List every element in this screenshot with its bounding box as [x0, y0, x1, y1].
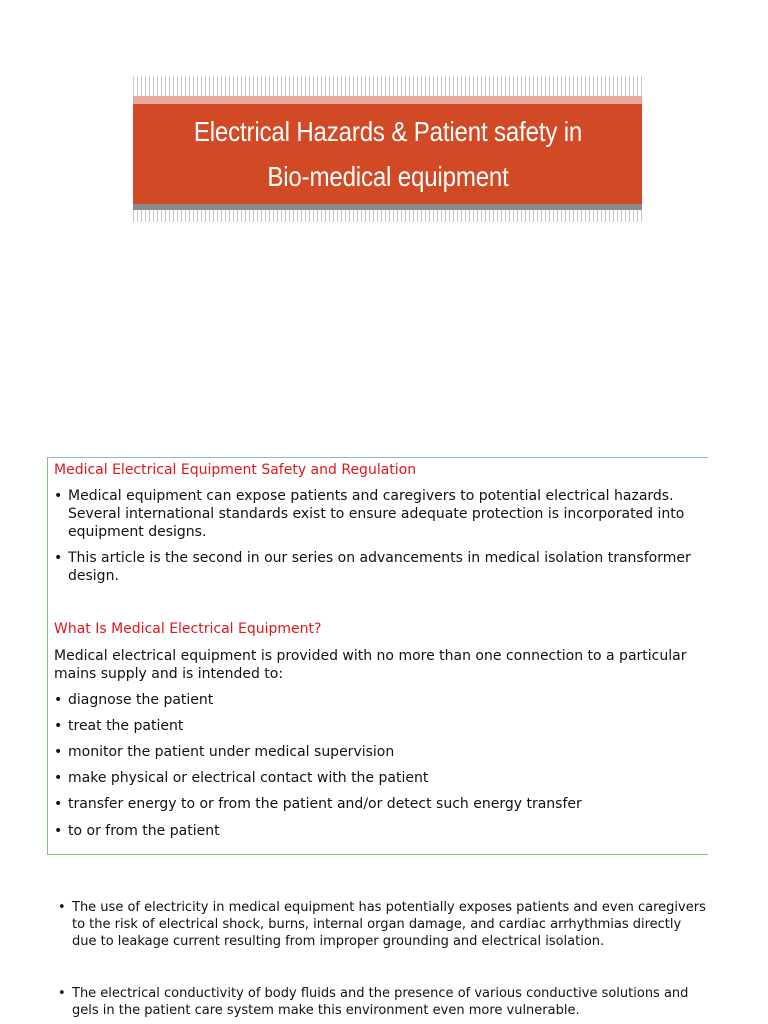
- list-item: • The use of electricity in medical equipment has potentially exposes patients and even caregivers to the risk of electrical shock, burns, internal organ damage, and cardiac arrhythmias directly due to leakage current resulting from improper grounding and electrical isolation.: [58, 900, 706, 949]
- list-item: • make physical or electrical contact with the patient: [54, 770, 429, 786]
- section-heading-safety: Medical Electrical Equipment Safety and Regulation: [54, 462, 417, 478]
- list-item: • diagnose the patient: [54, 692, 214, 708]
- bullet-icon: •: [54, 796, 63, 812]
- bullet-icon: •: [54, 744, 63, 760]
- bullet-icon: •: [58, 900, 66, 915]
- list-item: • monitor the patient under medical supervision: [54, 744, 395, 760]
- section-heading-definition: What Is Medical Electrical Equipment?: [54, 621, 322, 637]
- content-box: [47, 457, 708, 855]
- list-item: • The electrical conductivity of body fluids and the presence of various conductive solutions and gels in the patient care system make this environment even more vulnerable.: [58, 986, 689, 1018]
- list-item: • Medical equipment can expose patients and caregivers to potential electrical hazards. Several international standards exist to ensure adequate protection is incorporated into equipment designs.: [54, 488, 685, 540]
- list-item: • to or from the patient: [54, 823, 220, 839]
- intro-paragraph: Medical electrical equipment is provided with no more than one connection to a particular mains supply and is intended to:: [54, 648, 687, 682]
- list-item: • treat the patient: [54, 718, 184, 734]
- list-item: • transfer energy to or from the patient and/or detect such energy transfer: [54, 796, 582, 812]
- title-banner: [133, 76, 642, 222]
- bullet-icon: •: [54, 488, 63, 504]
- banner-top-stripe: [133, 96, 642, 104]
- bullet-icon: •: [54, 718, 63, 734]
- bullet-icon: •: [54, 550, 63, 566]
- bullet-icon: •: [54, 692, 63, 708]
- bullet-icon: •: [54, 770, 63, 786]
- list-item: • This article is the second in our series on advancements in medical isolation transformer design.: [54, 550, 691, 584]
- banner-bottom-stripe: [133, 204, 642, 210]
- bullet-icon: •: [58, 986, 66, 1001]
- page-title: Electrical Hazards & Patient safety in Bio-medical equipment: [193, 116, 582, 192]
- banner-top-pattern: [133, 76, 642, 96]
- bullet-icon: •: [54, 823, 63, 839]
- banner-background: [133, 104, 642, 204]
